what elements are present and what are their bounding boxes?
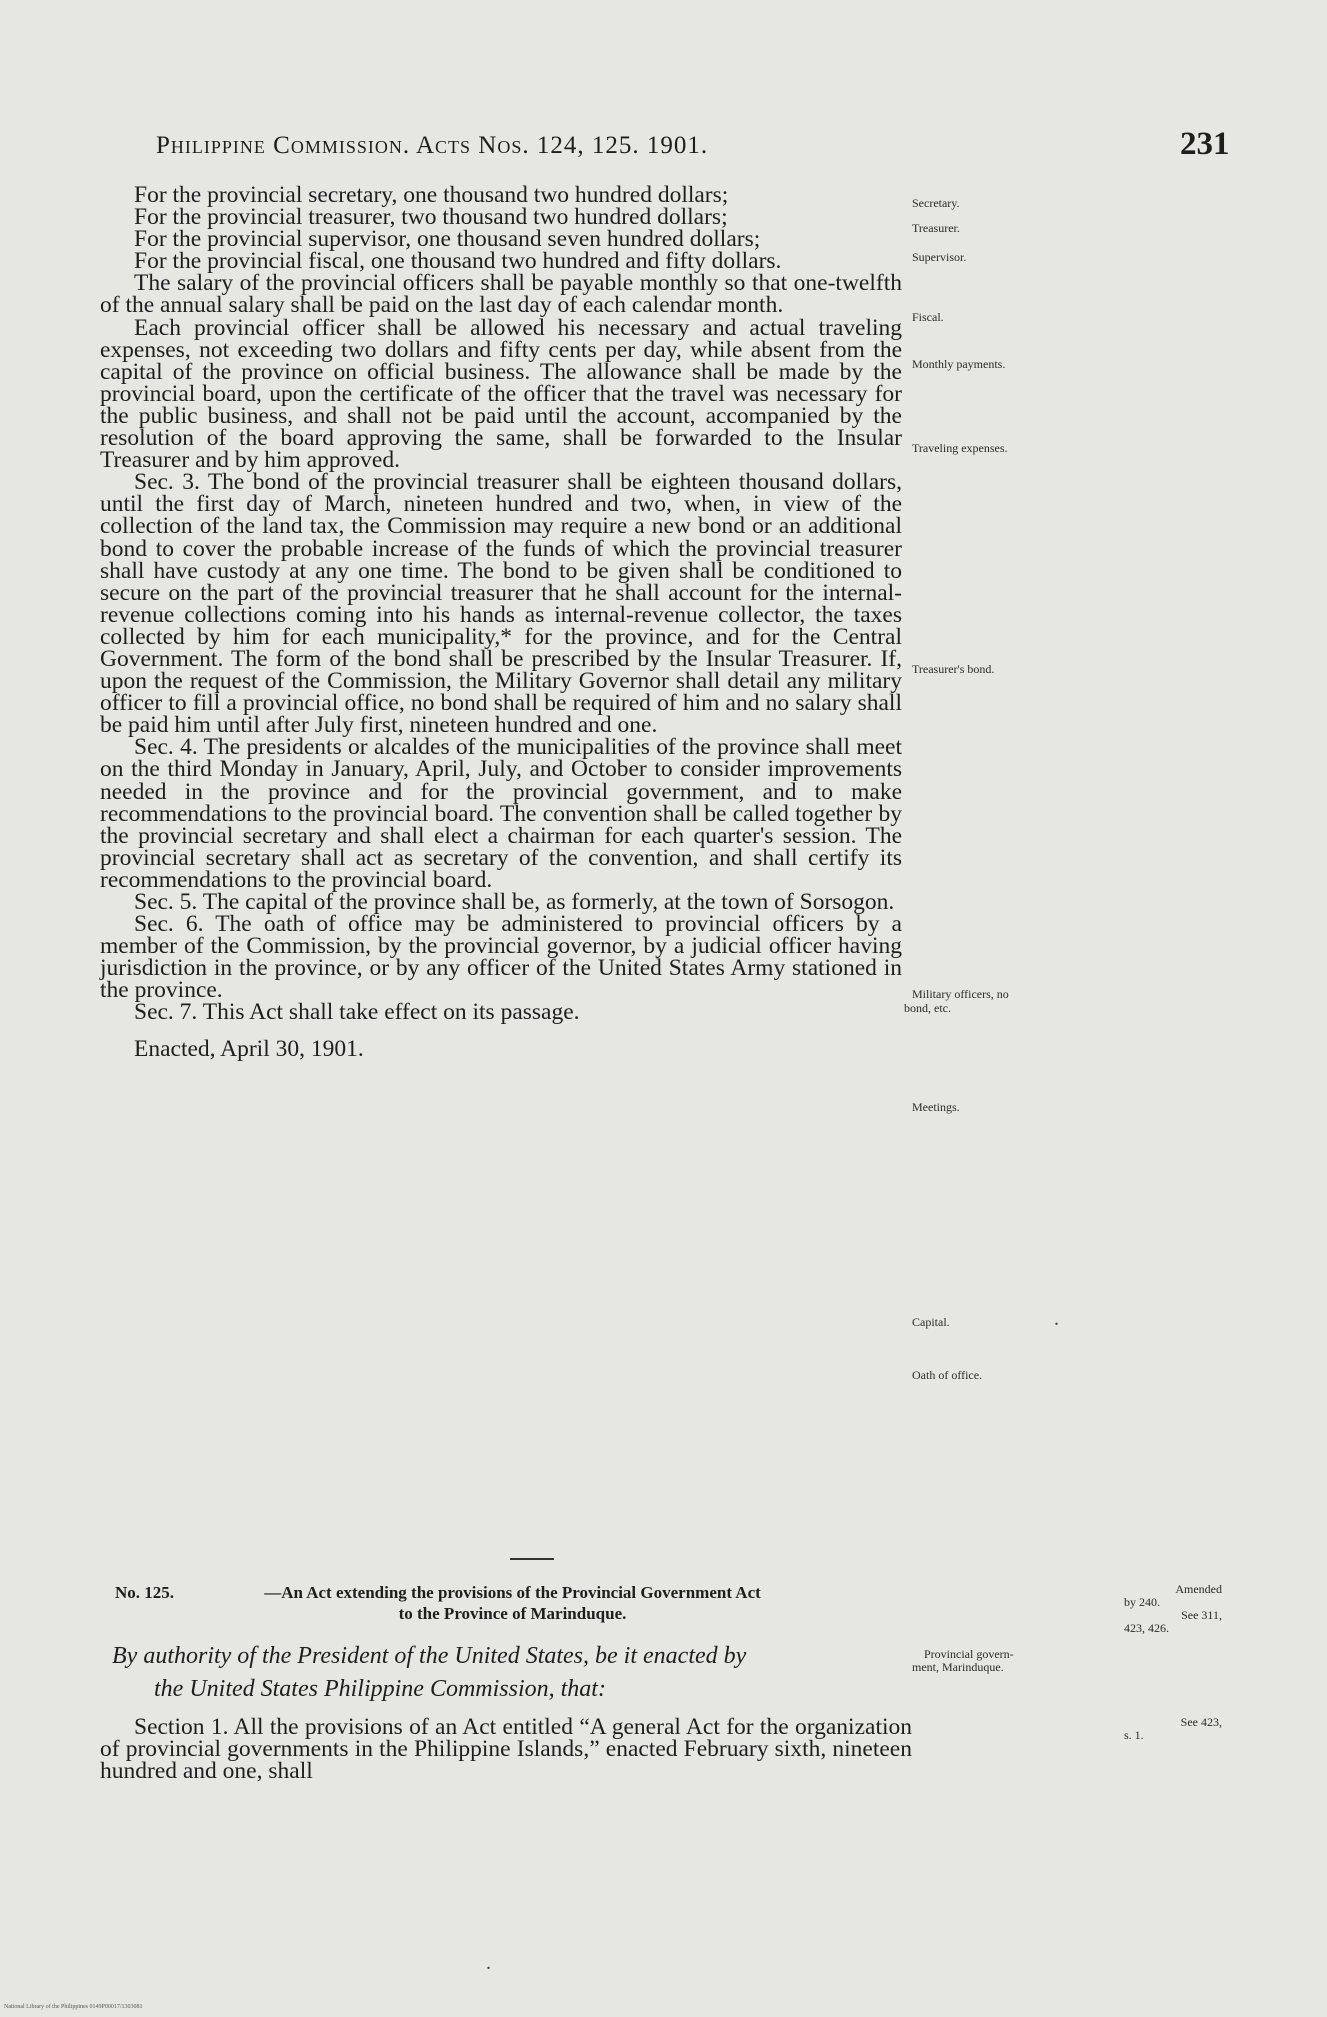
margin-note-amended-3: See 311, xyxy=(1181,1608,1222,1622)
margin-note-oath-of-office: Oath of office. xyxy=(912,1368,983,1382)
act-125-title xyxy=(115,1582,910,1624)
enacting-clause-line-1: By authority of the President of the United States, be it enacted by xyxy=(112,1643,747,1669)
margin-note-provincial-government-2: ment, Marinduque. xyxy=(912,1660,1004,1674)
margin-note-capital: Capital. xyxy=(912,1315,950,1329)
margin-note-secretary: Secretary. xyxy=(912,196,960,210)
margin-note-amended-2: by 240. xyxy=(1124,1595,1160,1609)
margin-note-amended-4: 423, 426. xyxy=(1124,1621,1169,1635)
margin-note-traveling-expenses: Traveling expenses. xyxy=(912,441,1008,455)
paragraph-supervisor-salary: For the provincial supervisor, one thousand seven hundred dollars; xyxy=(134,226,761,253)
paragraph-section-4: Sec. 4. The presidents or alcaldes of the municipalities of the province shall meet on the third Monday in January, April, July, and October to consider improvements needed in the province and for the provincial government, and to make recommendations to the provincial board. The convention shall be called together by the provincial secretary and shall elect a chairman for each quarter's session. The provincial secretary shall act as secretary of the convention, and shall certify its recommendations to the provincial board. xyxy=(100,734,902,893)
margin-note-amended xyxy=(1110,1583,1222,1635)
margin-note-treasurers-bond: Treasurer's bond. xyxy=(912,662,995,676)
paragraph-section-3: Sec. 3. The bond of the provincial treasurer shall be eighteen thousand dollars, until the first day of March, nineteen hundred and two, when, in view of the collection of the land tax, the Commission may require a new bond or an additional bond to cover the probable increase of the funds of which the provincial treasurer shall have custody at any one time. The bond to be given shall be conditioned to secure on the part of the provincial treasurer that he shall account for the internal-revenue collections coming into his hands as internal-revenue collector, the taxes collected by him for each municipality,* for the province, and for the Central Government. The form of the bond shall be prescribed by the Insular Treasurer. If, upon the request of the Commission, the Military Governor shall detail any military officer to fill a provincial office, no bond shall be required of him and no salary shall be paid him until after July first, nineteen hundred and one. xyxy=(100,469,902,739)
margin-note-monthly-payments: Monthly payments. xyxy=(912,357,1006,371)
page-number: 231 xyxy=(1180,126,1230,162)
paragraph-monthly-salary: The salary of the provincial officers shall be payable monthly so that one-twelfth of the annual salary shall be paid on the last day of each calendar month. xyxy=(100,270,902,319)
act-title-line-2: to the Province of Marinduque. xyxy=(398,1604,627,1623)
paragraph-fiscal-salary: For the provincial fiscal, one thousand two hundred and fifty dollars. xyxy=(134,248,782,275)
act-125-section-1 xyxy=(100,1714,912,1785)
section-divider xyxy=(510,1558,554,1560)
enacting-clause-line-2: the United States Philippine Commission, that: xyxy=(154,1676,606,1702)
act-title-line-1: —An Act extending the provisions of the Provincial Government Act xyxy=(264,1583,761,1602)
margin-note-supervisor: Supervisor. xyxy=(912,250,967,264)
margin-note-provincial-government-1: Provincial govern- xyxy=(924,1647,1014,1661)
margin-note-see-423 xyxy=(1110,1716,1222,1742)
act-number: No. 125. xyxy=(115,1583,175,1602)
margin-note-military-officers-cont: bond, etc. xyxy=(904,1001,951,1015)
margin-note-provincial-government xyxy=(912,1648,1014,1674)
margin-note-see-423-1: See 423, xyxy=(1180,1715,1222,1729)
paragraph-section-6: Sec. 6. The oath of office may be administered to provincial officers by a member of the Commission, by the provincial governor, by a judicial officer having jurisdiction in the province, or by any officer of the United States Army stationed in the province. xyxy=(100,911,902,1004)
paragraph-section-7: Sec. 7. This Act shall take effect on its passage. xyxy=(134,999,580,1026)
stray-mark-bottom: . xyxy=(486,1952,491,1974)
margin-note-amended-1: Amended xyxy=(1175,1582,1222,1596)
paragraph-section-5: Sec. 5. The capital of the province shall be, as formerly, at the town of Sorsogon. xyxy=(134,889,895,915)
margin-note-meetings: Meetings. xyxy=(912,1100,960,1114)
margin-note-treasurer: Treasurer. xyxy=(912,221,960,235)
enacted-date: Enacted, April 30, 1901. xyxy=(134,1035,364,1062)
main-text-block xyxy=(100,184,902,1060)
enacting-clause xyxy=(112,1640,912,1706)
paragraph-secretary-salary: For the provincial secretary, one thousand two hundred dollars; xyxy=(134,182,729,208)
margin-note-fiscal: Fiscal. xyxy=(912,310,944,324)
paragraph-act-125-section-1: Section 1. All the provisions of an Act entitled “A general Act for the organization of provincial governments in the Philippine Islands,” enacted February sixth, nineteen hundred and one, shall xyxy=(100,1714,912,1785)
paragraph-treasurer-salary: For the provincial treasurer, two thousand two hundred dollars; xyxy=(134,204,728,231)
paragraph-traveling-expenses: Each provincial officer shall be allowed his necessary and actual traveling expenses, not exceeding two dollars and fifty cents per day, while absent from the capital of the province on official business. The allowance shall be made by the provincial board, upon the certificate of the officer that the travel was necessary for the public business, and shall not be paid until the account, accompanied by the resolution of the board approving the same, shall be forwarded to the Insular Treasurer and by him approved. xyxy=(100,314,902,474)
margin-note-see-423-2: s. 1. xyxy=(1124,1728,1144,1742)
stray-mark: . xyxy=(1054,1308,1059,1330)
running-header: Philippine Commission. Acts Nos. 124, 125. 1901. xyxy=(156,132,709,159)
margin-note-military-officers: Military officers, no xyxy=(912,987,1009,1001)
scan-footer: National Library of the Philippines 0149P00017/1303081 xyxy=(4,2004,143,2010)
